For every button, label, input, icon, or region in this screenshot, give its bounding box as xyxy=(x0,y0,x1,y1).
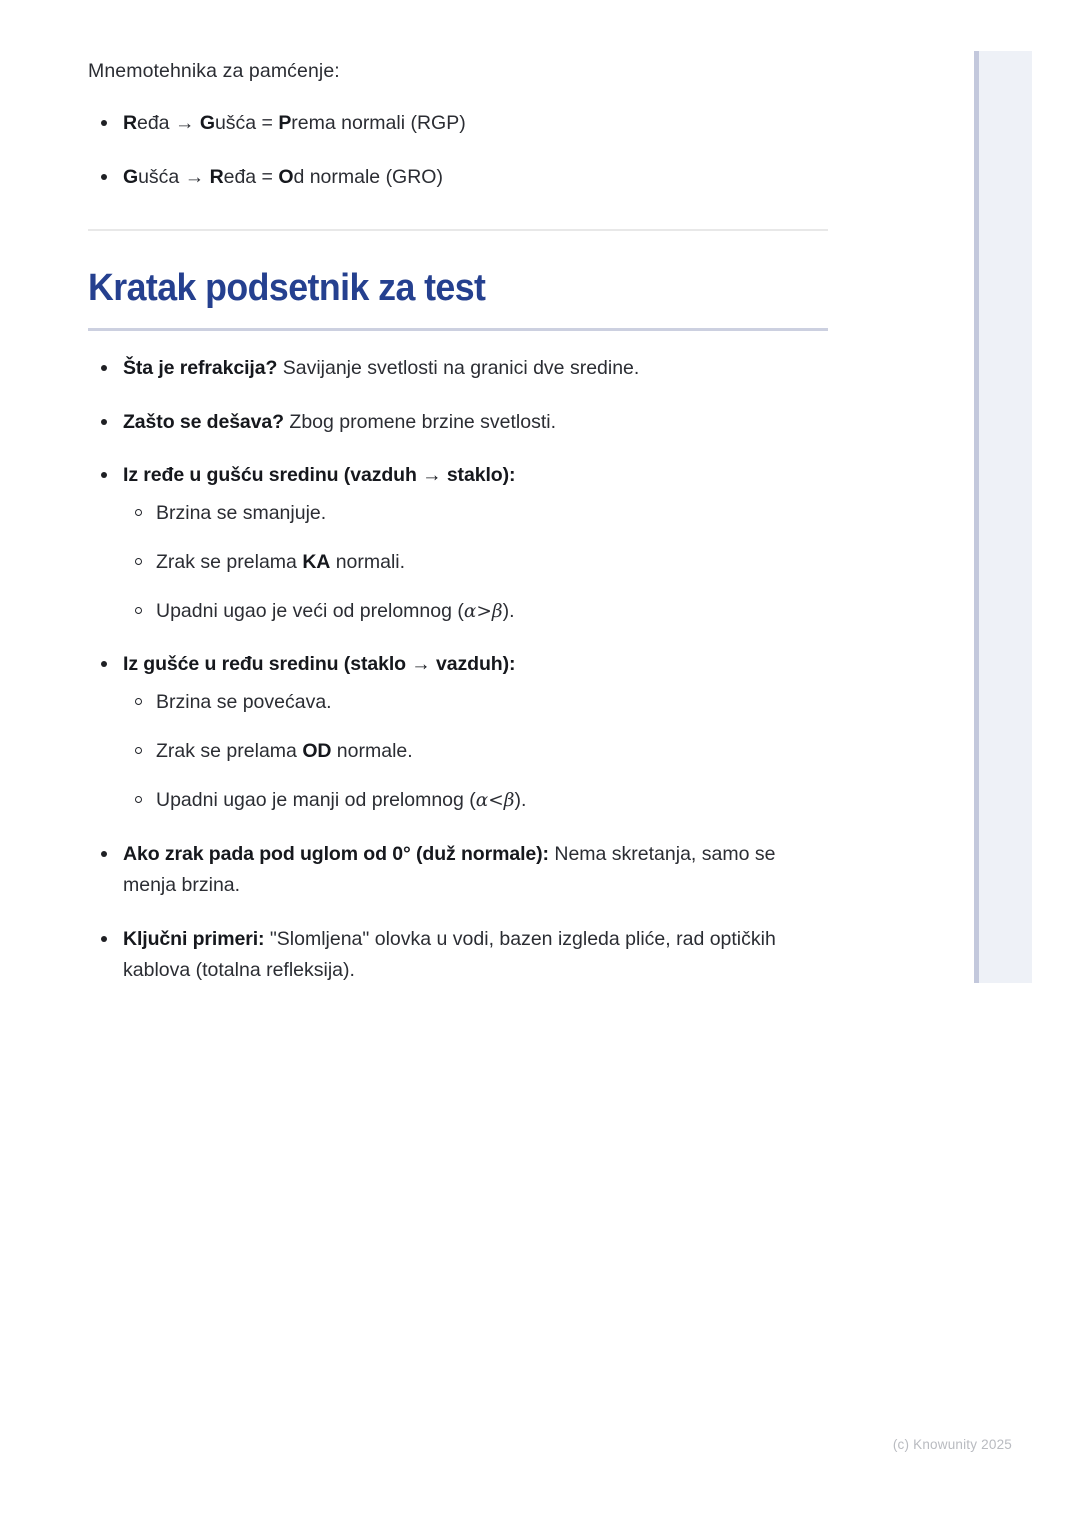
item-label: Šta je refrakcija? xyxy=(123,357,278,380)
item-text: Nema skretanja, samo se menja brzina. xyxy=(123,842,776,897)
item-label: Ako zrak pada pod uglom od 0° (duž normale): xyxy=(123,842,549,865)
right-decorative-panel xyxy=(974,51,1032,983)
mnemonic-text-3: rema normali (RGP) xyxy=(291,112,466,135)
sub-item-text-post: normale. xyxy=(331,740,413,763)
mnemonic-list xyxy=(88,108,828,193)
math-beta: β xyxy=(503,790,515,812)
mnemonic-text-3: d normale (GRO) xyxy=(293,165,443,188)
sub-list-item xyxy=(123,547,828,578)
item-label: Iz gušće u ređu sredinu (staklo → vazduh): xyxy=(123,653,516,676)
item-label: Zašto se dešava? xyxy=(123,410,284,433)
item-text: Savijanje svetlosti na granici dve sredine. xyxy=(277,357,640,380)
page-title: Kratak podsetnik za test xyxy=(88,267,486,310)
mnemonic-letter-2: G xyxy=(199,112,215,135)
sub-item-text: Brzina se smanjuje. xyxy=(156,501,327,524)
list-item xyxy=(88,649,828,816)
item-label: Iz ređe u gušću sredinu (vazduh → staklo): xyxy=(123,464,516,487)
list-item xyxy=(88,924,828,987)
arrow-icon: → xyxy=(174,112,195,135)
mnemonic-text-1: ušća xyxy=(138,165,185,188)
item-label: Ključni primeri: xyxy=(123,927,265,950)
sub-list xyxy=(123,687,828,817)
math-alpha: α xyxy=(475,790,489,812)
sub-list-item xyxy=(123,687,828,718)
mnemonic-text-1: eđa xyxy=(136,112,175,135)
math-alpha: α xyxy=(463,601,477,623)
mnemonic-letter-2: R xyxy=(209,165,224,188)
summary-list xyxy=(88,353,828,987)
sub-list-item xyxy=(123,596,828,627)
mnemonic-letter-3: O xyxy=(278,165,294,188)
sub-item-text: Brzina se povećava. xyxy=(156,691,332,714)
item-text: Zbog promene brzine svetlosti. xyxy=(283,410,557,433)
list-item xyxy=(88,460,828,627)
footer-copyright: (c) Knowunity 2025 xyxy=(892,1437,1012,1452)
math-operator: > xyxy=(476,601,492,623)
list-item xyxy=(88,407,828,439)
sub-item-text: Zrak se prelama xyxy=(156,740,303,763)
sub-item-text-post: ). xyxy=(502,600,515,623)
document-page xyxy=(88,0,828,987)
sub-item-emphasis: KA xyxy=(302,551,331,574)
mnemonic-text-2: ušća = xyxy=(214,112,279,135)
sub-list-item xyxy=(123,736,828,767)
mnemonic-letter-3: P xyxy=(278,112,292,135)
divider-thin xyxy=(88,229,828,231)
list-item xyxy=(88,839,828,902)
divider-thick xyxy=(88,328,828,331)
sub-list-item xyxy=(123,498,828,529)
mnemonic-text-2: eđa = xyxy=(223,165,279,188)
math-operator: < xyxy=(488,790,504,812)
sub-item-text: Upadni ugao je manji od prelomnog ( xyxy=(156,789,476,812)
list-item xyxy=(88,108,828,140)
sub-item-emphasis: OD xyxy=(302,740,332,763)
sub-item-text: Upadni ugao je veći od prelomnog ( xyxy=(156,600,464,623)
item-text: "Slomljena" olovka u vodi, bazen izgleda pliće, rad optičkih kablova (totalna refleksija). xyxy=(123,927,776,982)
math-beta: β xyxy=(491,601,503,623)
mnemonic-letter-1: R xyxy=(123,112,137,135)
mnemonic-letter-1: G xyxy=(123,165,139,188)
sub-item-text-post: ). xyxy=(514,789,527,812)
sub-list xyxy=(123,498,828,628)
list-item xyxy=(88,162,828,194)
arrow-icon: → xyxy=(184,165,205,188)
sub-item-text: Zrak se prelama xyxy=(156,551,303,574)
sub-list-item xyxy=(123,785,828,816)
sub-item-text-post: normali. xyxy=(330,551,406,574)
list-item xyxy=(88,353,828,385)
intro-line: Mnemotehnika za pamćenje: xyxy=(88,60,340,82)
